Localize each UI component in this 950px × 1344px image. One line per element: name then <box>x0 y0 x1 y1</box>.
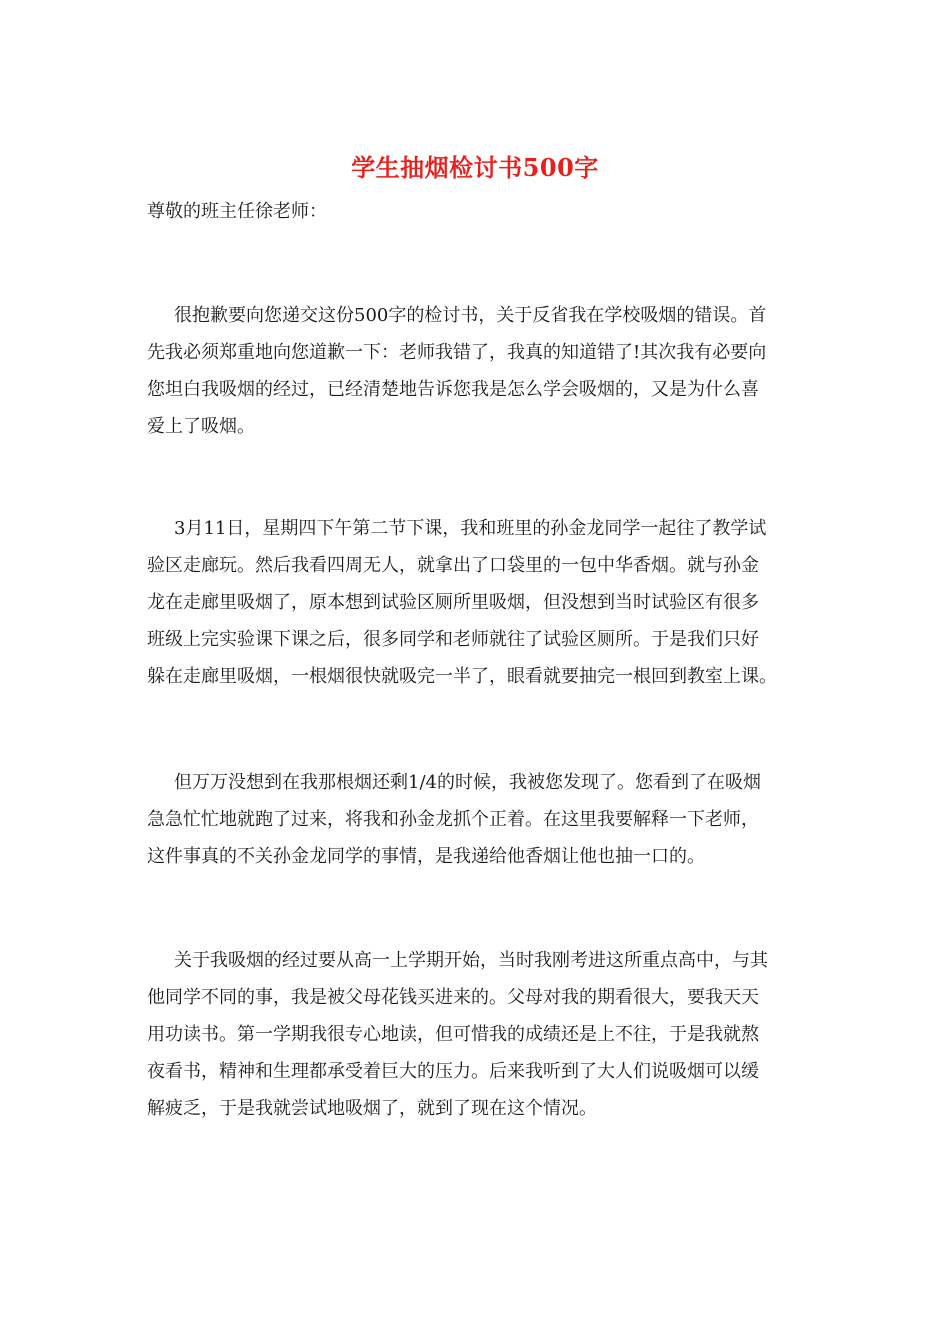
paragraph-line: 验区走廊玩。然后我看四周无人，就拿出了口袋里的一包中华香烟。就与孙金 <box>147 555 759 576</box>
document-title: 学生抽烟检讨书500字 <box>351 153 599 182</box>
paragraph-line: 您坦白我吸烟的经过，已经清楚地告诉您我是怎么学会吸烟的，又是为什么喜 <box>147 379 759 400</box>
paragraph-line: 3月11日，星期四下午第二节下课，我和班里的孙金龙同学一起往了教学试 <box>174 518 767 539</box>
paragraph-line: 龙在走廊里吸烟了，原本想到试验区厕所里吸烟，但没想到当时试验区有很多 <box>147 592 759 613</box>
paragraph-line: 他同学不同的事，我是被父母花钱买进来的。父母对我的期看很大，要我天天 <box>147 987 759 1008</box>
paragraph-line: 关于我吸烟的经过要从高一上学期开始，当时我刚考进这所重点高中，与其 <box>174 950 768 971</box>
paragraph-line: 这件事真的不关孙金龙同学的事情，是我递给他香烟让他也抽一口的。 <box>147 846 705 867</box>
paragraph-line: 先我必须郑重地向您道歉一下：老师我错了，我真的知道错了!其次我有必要向 <box>147 342 767 363</box>
paragraph-line: 解疲乏，于是我就尝试地吸烟了，就到了现在这个情况。 <box>147 1098 597 1119</box>
paragraph-line: 躲在走廊里吸烟，一根烟很快就吸完一半了，眼看就要抽完一根回到教室上课。 <box>147 666 777 687</box>
paragraph-line: 很抱歉要向您递交这份500字的检讨书，关于反省我在学校吸烟的错误。首 <box>174 305 767 326</box>
paragraph-line: 夜看书，精神和生理都承受着巨大的压力。后来我听到了大人们说吸烟可以缓 <box>147 1061 759 1082</box>
paragraph-line: 但万万没想到在我那根烟还剩1/4的时候，我被您发现了。您看到了在吸烟 <box>174 772 761 793</box>
paragraph-2 <box>147 510 807 695</box>
paragraph-line: 急急忙忙地就跑了过来，将我和孙金龙抓个正着。在这里我要解释一下老师， <box>147 809 759 830</box>
salutation: 尊敬的班主任徐老师： <box>147 201 327 222</box>
paragraph-3 <box>147 764 807 875</box>
paragraph-line: 用功读书。第一学期我很专心地读，但可惜我的成绩还是上不往，于是我就熬 <box>147 1024 759 1045</box>
paragraph-1 <box>147 297 807 445</box>
paragraph-line: 班级上完实验课下课之后，很多同学和老师就往了试验区厕所。于是我们只好 <box>147 629 759 650</box>
paragraph-line: 爱上了吸烟。 <box>147 416 255 437</box>
paragraph-4 <box>147 942 807 1127</box>
